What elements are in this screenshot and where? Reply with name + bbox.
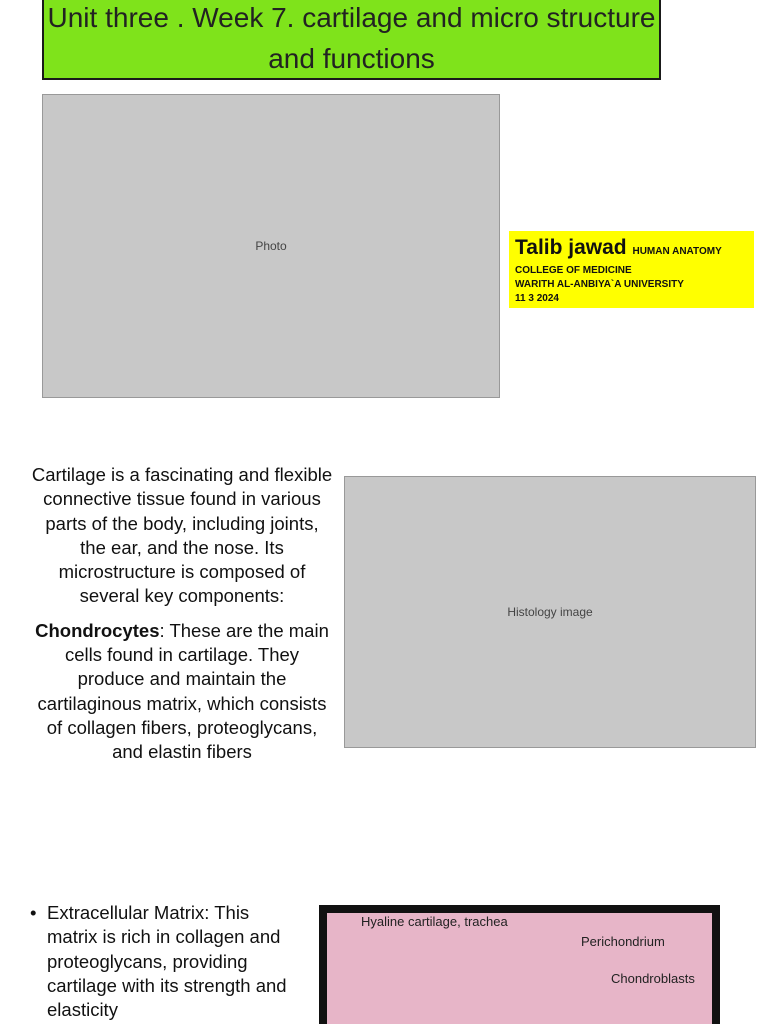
author-name: Talib jawad	[515, 236, 627, 259]
hyaline-cartilage-image	[319, 905, 720, 1024]
hyaline-image-area	[327, 913, 712, 1024]
label-hyaline: Hyaline cartilage, trachea	[361, 914, 508, 929]
author-date: 11 3 2024	[515, 293, 559, 304]
author-college: COLLEGE OF MEDICINE	[515, 265, 632, 276]
cartilage-histology-image: Histology image	[344, 476, 756, 748]
label-chondroblasts: Chondroblasts	[611, 971, 695, 986]
extracellular-matrix-text: Extracellular Matrix: This matrix is rich in collagen and proteoglycans, providing cartilage with its strength and elasticity	[47, 902, 287, 1021]
intro-text-block	[30, 463, 334, 775]
author-university: WARITH AL-ANBIYA`A UNIVERSITY	[515, 279, 684, 290]
author-info-box	[509, 231, 754, 308]
chondrocytes-term: Chondrocytes	[35, 619, 160, 641]
page-title: Unit three . Week 7. cartilage and micro structure and functions	[47, 2, 656, 74]
chondrocytes-paragraph	[30, 619, 334, 765]
chondrocytes-text: : These are the main cells found in cartilage. They produce and maintain the cartilaginous matrix, which consists of collagen fibers, proteoglycans, and elastin fibers	[37, 619, 329, 763]
intro-paragraph: Cartilage is a fascinating and flexible connective tissue found in various parts of the body, including joints, the ear, and the nose. Its microstructure is composed of several key components:	[31, 464, 333, 607]
bullet-icon: •	[30, 902, 37, 923]
label-perichondrium: Perichondrium	[581, 934, 665, 949]
author-name-line	[515, 236, 748, 264]
list-item	[30, 901, 300, 1022]
lecturer-photo: Photo	[42, 94, 500, 398]
bullet-list	[30, 901, 300, 1022]
author-subject: HUMAN ANATOMY	[632, 246, 722, 257]
title-banner	[42, 0, 661, 80]
